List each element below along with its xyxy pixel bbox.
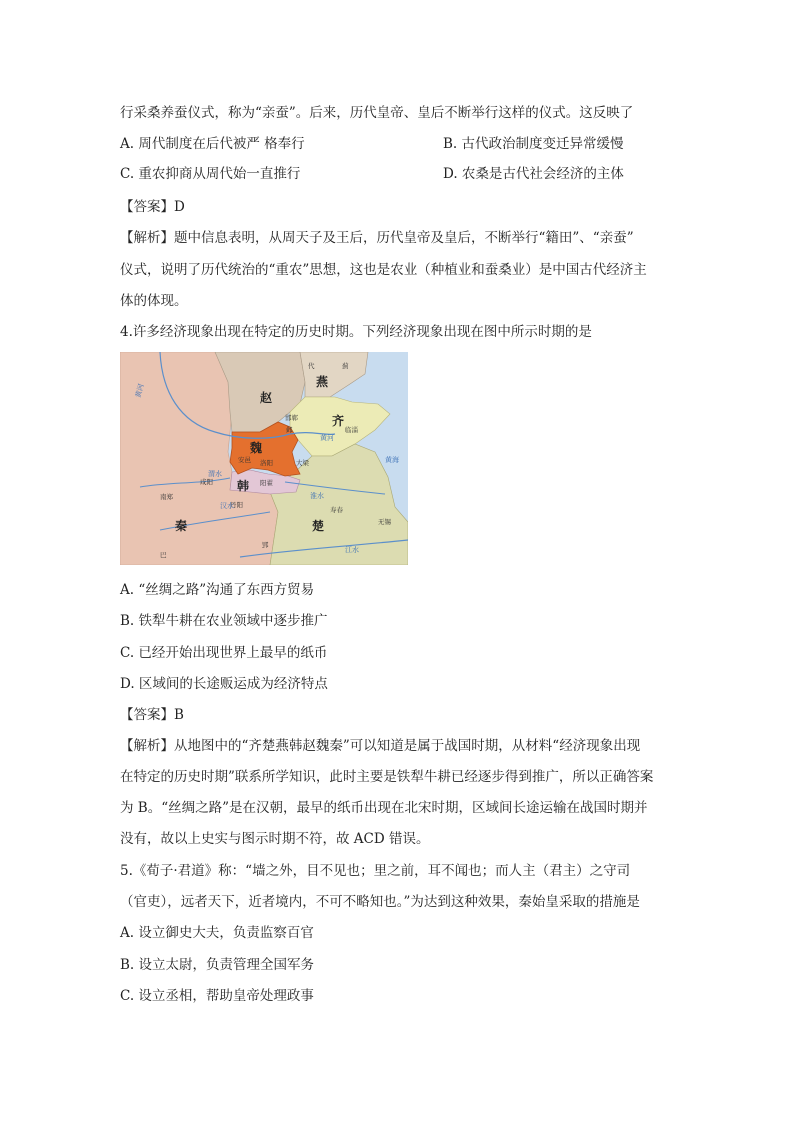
map-city-handan: 邯郸 bbox=[285, 414, 298, 422]
map-water-huanghe-east: 黄河 bbox=[320, 434, 334, 442]
q4-answer: 【答案】B bbox=[120, 707, 184, 723]
q4-explanation-1: 【解析】从地图中的“齐楚燕韩赵魏秦”可以知道是属于战国时期，从材料“经济现象出现 bbox=[120, 738, 641, 754]
q3-option-c: C. 重农抑商从周代始一直推行 bbox=[120, 166, 301, 182]
q4-option-b: B. 铁犁牛耕在农业领域中逐步推广 bbox=[120, 613, 328, 629]
q5-stem-2: （官吏），远者天下，近者境内，不可不略知也。”为达到这种效果，秦始皇采取的措施是 bbox=[120, 894, 640, 910]
q5-option-c: C. 设立丞相，帮助皇帝处理政事 bbox=[120, 988, 314, 1004]
map-city-yangzhai: 阳翟 bbox=[260, 479, 273, 487]
map-label-chu: 楚 bbox=[312, 519, 325, 533]
map-city-anyi: 安邑 bbox=[238, 456, 251, 464]
q4-option-d: D. 区域间的长途贩运成为经济特点 bbox=[120, 676, 328, 692]
map-city-shouchun: 寿春 bbox=[330, 506, 343, 514]
map-water-huanghe-west: 黄河 bbox=[134, 382, 146, 399]
q5-option-a: A. 设立御史大夫，负责监察百官 bbox=[120, 925, 314, 941]
map-label-qin: 秦 bbox=[175, 519, 188, 533]
map-water-jiangshui: 江水 bbox=[345, 546, 359, 554]
map-city-luoyang: 洛阳 bbox=[260, 459, 273, 467]
map-label-wei: 魏 bbox=[250, 441, 263, 455]
q4-option-c: C. 已经开始出现世界上最早的纸币 bbox=[120, 645, 328, 661]
q3-stem-line: 行采桑养蚕仪式，称为“亲蚕”。后来，历代皇帝、皇后不断举行这样的仪式。这反映了 bbox=[120, 105, 634, 121]
map-label-yan: 燕 bbox=[316, 375, 329, 389]
q3-explanation-2: 仪式，说明了历代统治的“重农”思想，这也是农业（种植业和蚕桑业）是中国古代经济主 bbox=[120, 262, 647, 278]
map-city-ying: 郢 bbox=[262, 541, 269, 549]
q3-explanation-1: 【解析】题中信息表明，从周天子及王后，历代皇帝及皇后，不断举行“籍田”、“亲蚕” bbox=[120, 230, 634, 246]
map-city-ji: 蓟 bbox=[342, 362, 349, 370]
map-label-han: 韩 bbox=[237, 479, 250, 493]
map-city-danyang: 丹阳 bbox=[230, 501, 243, 509]
q4-explanation-2: 在特定的历史时期”联系所学知识，此时主要是铁犁牛耕已经逐步得到推广，所以正确答案 bbox=[120, 769, 654, 785]
q3-answer: 【答案】D bbox=[120, 199, 185, 215]
map-city-xianyang: 咸阳 bbox=[200, 478, 213, 486]
q4-stem: 4.许多经济现象出现在特定的历史时期。下列经济现象出现在图中所示时期的是 bbox=[120, 324, 592, 340]
warring-states-map bbox=[120, 352, 408, 565]
map-city-nanzheng: 南郑 bbox=[160, 493, 173, 501]
map-water-huaishui: 淮水 bbox=[310, 492, 324, 500]
q4-option-a: A. “丝绸之路”沟通了东西方贸易 bbox=[120, 582, 315, 598]
map-label-zhao: 赵 bbox=[260, 391, 273, 405]
q3-explanation-3: 体的体现。 bbox=[120, 293, 188, 309]
q3-option-d: D. 农桑是古代社会经济的主体 bbox=[443, 166, 624, 182]
q4-explanation-4: 没有，故以上史实与图示时期不符，故 ACD 错误。 bbox=[120, 831, 430, 847]
map-city-ba: 巴 bbox=[160, 551, 167, 559]
map-water-weishui: 渭水 bbox=[208, 470, 222, 478]
map-city-ye: 邺 bbox=[286, 426, 293, 434]
q5-stem-1: 5.《荀子·君道》称：“墙之外，目不见也；里之前，耳不闻也；而人主（君主）之守司 bbox=[120, 863, 631, 879]
q4-explanation-3: 为 B。“丝绸之路”是在汉朝，最早的纸币出现在北宋时期，区域间长途运输在战国时期并 bbox=[120, 800, 648, 816]
q3-option-b: B. 古代政治制度变迁异常缓慢 bbox=[443, 136, 624, 152]
map-water-hanshui: 汉水 bbox=[220, 502, 234, 510]
q3-option-a: A. 周代制度在后代被严 格奉行 bbox=[120, 136, 305, 152]
map-city-daliang: 大梁 bbox=[296, 459, 309, 467]
map-city-dai: 代 bbox=[308, 362, 315, 370]
q5-option-b: B. 设立太尉，负责管理全国军务 bbox=[120, 957, 315, 973]
map-city-wuxi: 无锡 bbox=[378, 518, 391, 526]
map-city-linzi: 临淄 bbox=[345, 426, 358, 434]
map-water-huanghai: 黄海 bbox=[385, 456, 399, 464]
map-label-qi: 齐 bbox=[332, 414, 345, 428]
